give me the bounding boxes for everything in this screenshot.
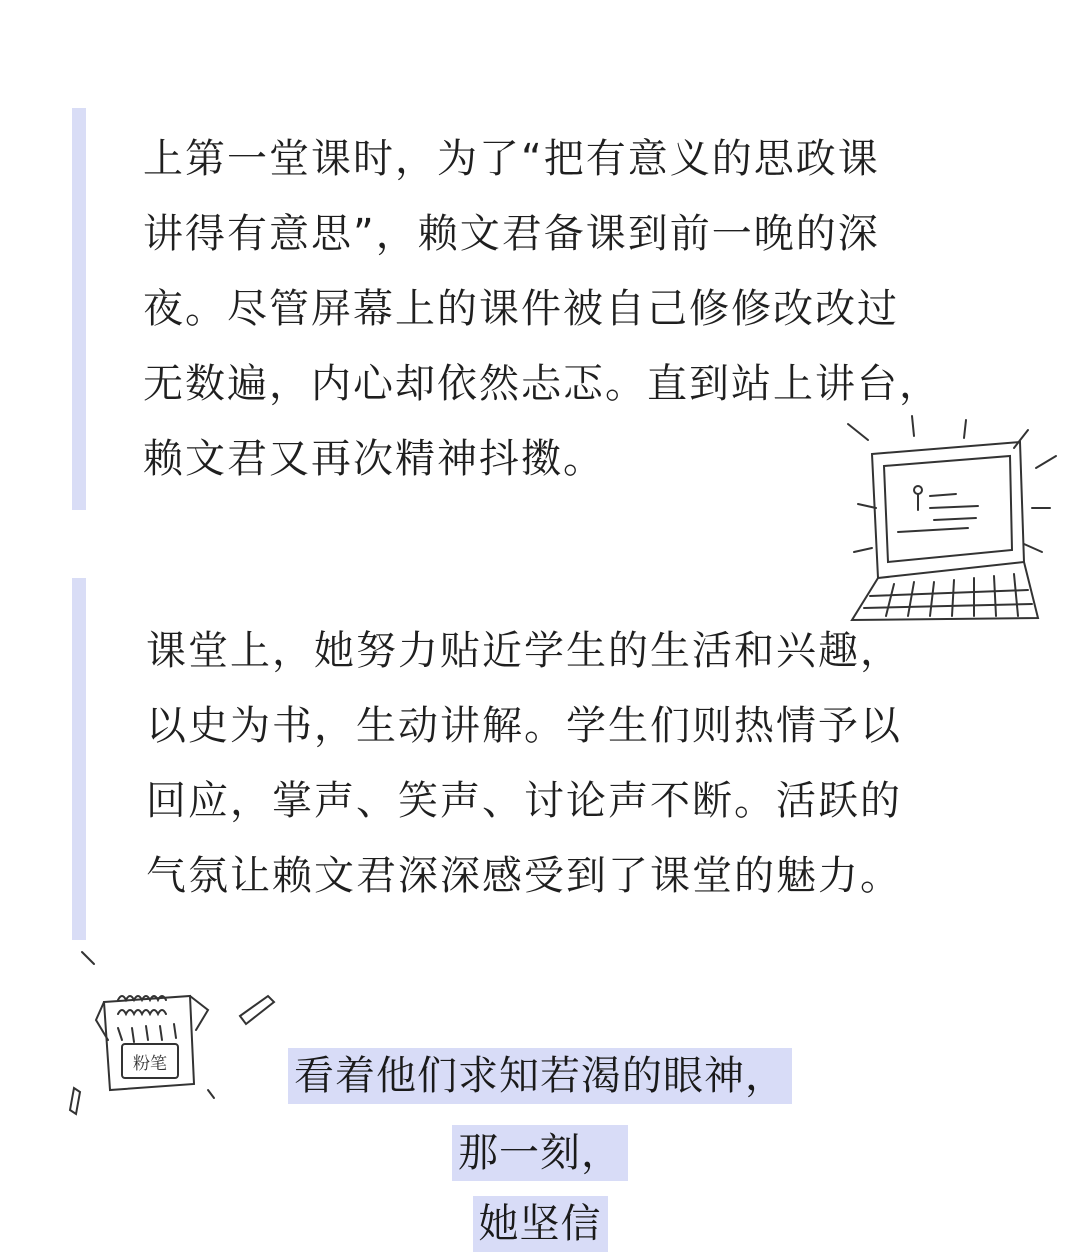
paragraph-2 [146, 614, 986, 914]
paragraph-1-line: 上第一堂课时，为了“把有意义的思政课 [143, 136, 880, 182]
paragraph-2-line: 回应，掌声、笑声、讨论声不断。活跃的 [146, 778, 902, 824]
paragraph-2-line: 气氛让赖文君深深感受到了课堂的魅力。 [146, 853, 902, 899]
quote-bar-2 [72, 578, 86, 940]
paragraph-2-line: 以史为书，生动讲解。学生们则热情予以 [146, 703, 902, 749]
highlight-line-2 [0, 1125, 1080, 1181]
paragraph-1-line: 无数遍，内心却依然忐忑。直到站上讲台， [143, 361, 941, 407]
paragraph-1-line: 讲得有意思”，赖文君备课到前一晚的深 [143, 211, 880, 257]
paragraph-2-line: 课堂上，她努力贴近学生的生活和兴趣， [146, 628, 902, 674]
highlight-text: 她坚信 [473, 1196, 608, 1252]
highlight-text: 那一刻， [452, 1125, 628, 1181]
laptop-sketch-icon [838, 412, 1068, 642]
quote-bar-1 [72, 108, 86, 510]
paragraph-1-line: 赖文君又再次精神抖擞。 [143, 436, 605, 482]
paragraph-1-line: 夜。尽管屏幕上的课件被自己修修改改过 [143, 286, 899, 332]
chalk-box-label: 粉笔 [133, 1054, 167, 1074]
highlight-line-3 [0, 1196, 1080, 1252]
highlight-line-1 [0, 1048, 1080, 1104]
highlight-text: 看着他们求知若渴的眼神， [288, 1048, 792, 1104]
